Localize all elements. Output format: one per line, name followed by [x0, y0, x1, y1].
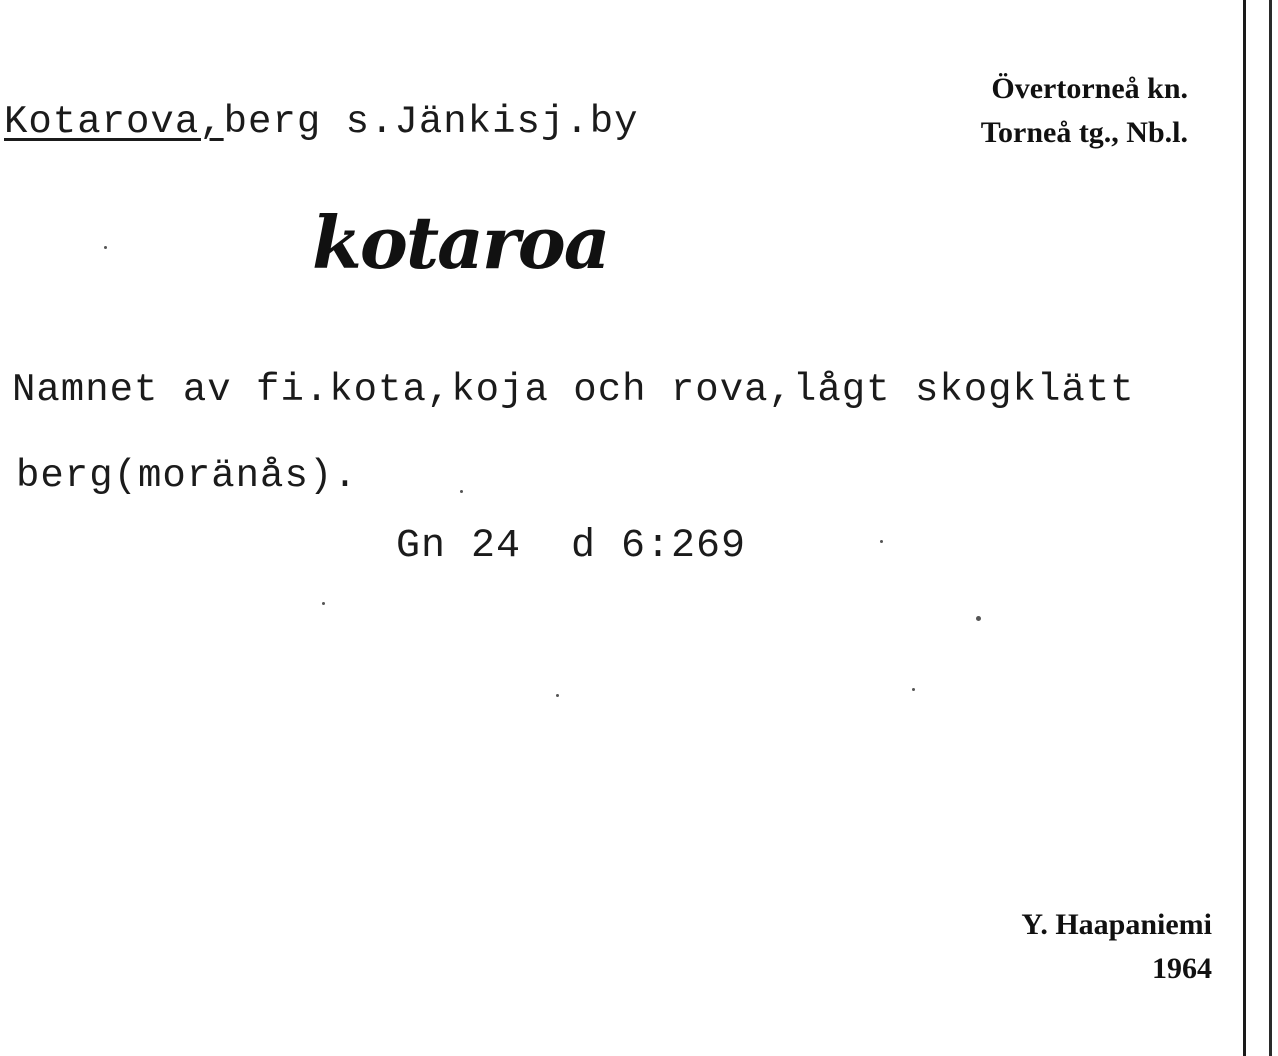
archive-reference: Gn 24 d 6:269 — [396, 524, 747, 569]
paper-speck — [322, 602, 325, 605]
paper-speck — [556, 694, 559, 697]
explanation-line-2: berg(moränås). — [16, 454, 358, 498]
card-edge-line — [1243, 0, 1246, 1056]
explanation-line-1: Namnet av fi.kota,koja och rova,lågt skogklätt — [12, 368, 1135, 412]
paper-speck — [976, 616, 981, 621]
headword: Kotarova, — [4, 100, 224, 144]
paper-speck — [460, 490, 463, 493]
handwritten-pronunciation: kotaroa — [312, 200, 609, 285]
municipality: Övertorneå kn. — [991, 72, 1188, 105]
paper-speck — [104, 246, 107, 249]
parish-line: Torneå tg., Nb.l. — [980, 116, 1188, 149]
collector-name: Y. Haapaniemi — [1021, 908, 1212, 941]
card-edge-line-outer — [1269, 0, 1272, 1056]
paper-speck — [880, 540, 883, 543]
collection-year: 1964 — [1152, 952, 1212, 985]
headword-line — [4, 100, 639, 144]
paper-speck — [912, 688, 915, 691]
headword-description: berg s.Jänkisj.by — [223, 100, 639, 144]
